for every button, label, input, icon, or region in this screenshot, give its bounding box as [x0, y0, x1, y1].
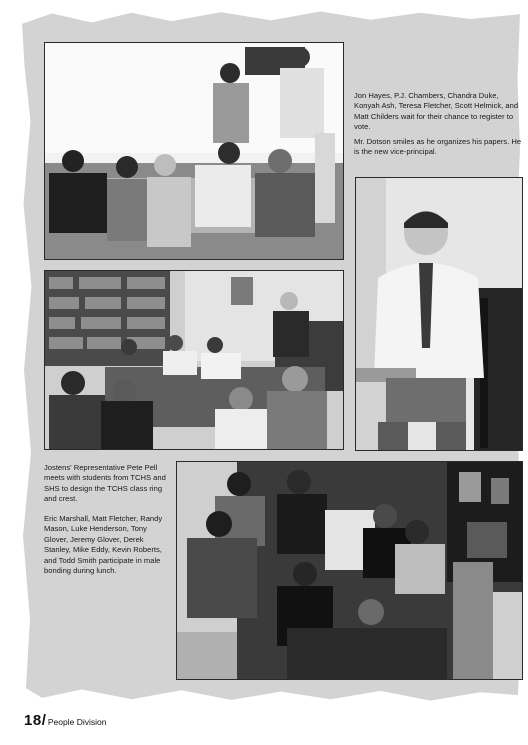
photo-class-ring-meeting — [44, 270, 344, 450]
caption-voting: Jon Hayes, P.J. Chambers, Chandra Duke, Konyah Ash, Teresa Fletcher, Scott Helmick, and Matt Childers wait for their chance to register to vote. — [354, 91, 519, 132]
photo-students-registering-to-vote — [44, 42, 344, 260]
caption-male-bonding: Eric Marshall, Matt Fletcher, Randy Mason, Luke Henderson, Tony Glover, Jeremy Glover, Derek Stanley, Mike Eddy, Kevin Roberts, and Todd Smith participate in male bonding during lunch. — [44, 514, 163, 576]
section-label: People Division — [47, 717, 107, 727]
page-number: 18 — [24, 712, 42, 729]
caption-dotson: Mr. Dotson smiles as he organizes his papers. He is the new vice-principal. — [354, 137, 522, 157]
page-folio — [24, 712, 106, 730]
photo-male-bonding-lunch — [176, 461, 523, 680]
caption-class-ring: Jostens' Representative Pete Pell meets with students from TCHS and SHS to design the TCHS class ring and crest. — [44, 463, 166, 504]
folio-separator: / — [41, 712, 46, 729]
photo-mr-dotson — [355, 177, 523, 451]
